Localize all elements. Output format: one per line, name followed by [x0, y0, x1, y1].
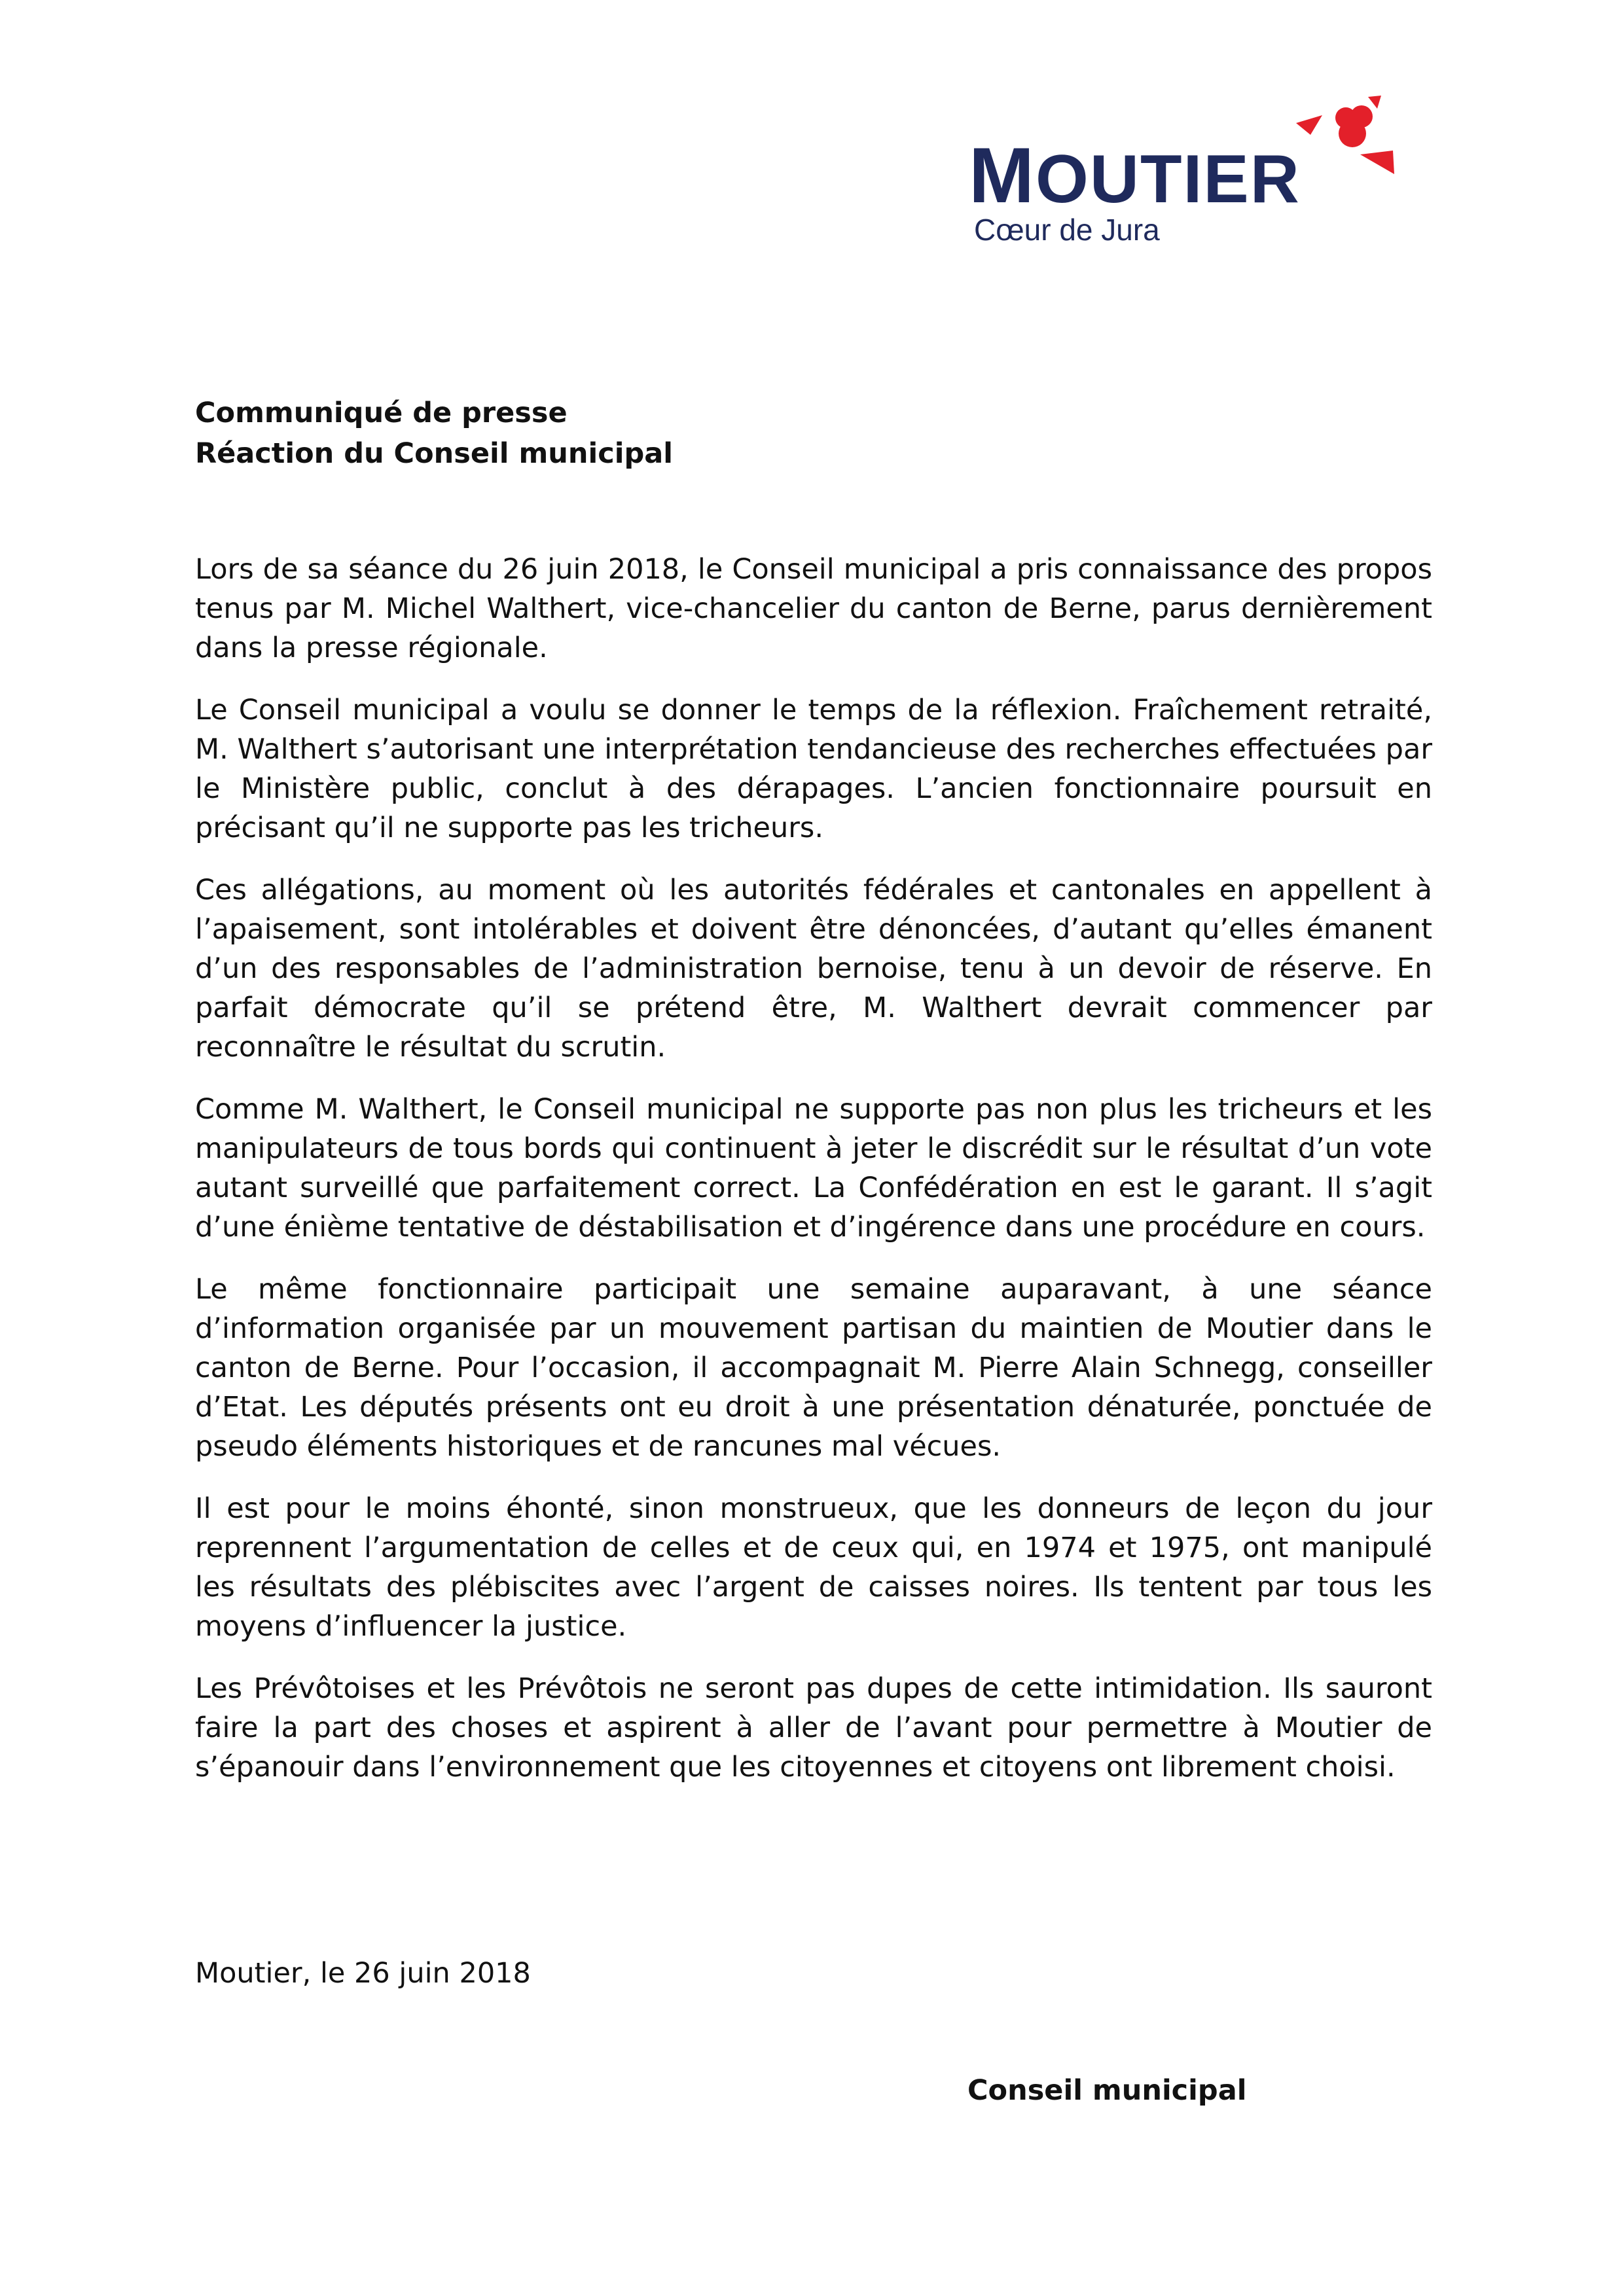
- body-paragraph: Ces allégations, au moment où les autorités fédérales et cantonales en appellent à l’apaisement, sont intolérables et doivent être dénoncées, d’autant qu’elles émanent d’un des responsables de l’administration bernoise, tenu à un devoir de réserve. En parfait démocrate qu’il se prétend être, M. Walthert devrait commencer par reconnaître le résultat du scrutin.: [195, 874, 1432, 1064]
- body-paragraph: Comme M. Walthert, le Conseil municipal ne supporte pas non plus les tricheurs et les manipulateurs de tous bords qui continuent à jeter le discrédit sur le résultat d’un vote autant surveillé que parfaitement correct. La Confédération en est le garant. Il s’agit d’une énième tentative de déstabilisation et d’ingérence dans une procédure en cours.: [195, 1093, 1432, 1244]
- heading-title: Communiqué de presse: [195, 397, 568, 429]
- body-paragraph: Le même fonctionnaire participait une semaine auparavant, à une séance d’information organisée par un mouvement partisan du maintien de Moutier dans le canton de Berne. Pour l’occasion, il accompagnait M. Pierre Alain Schnegg, conseiller d’Etat. Les députés présents ont eu droit à une présentation dénaturée, ponctuée de pseudo éléments historiques et de rancunes mal vécues.: [195, 1273, 1432, 1463]
- heading-subtitle: Réaction du Conseil municipal: [195, 437, 674, 470]
- press-release-body: [195, 550, 1432, 1810]
- body-paragraph: Le Conseil municipal a voulu se donner le temps de la réflexion. Fraîchement retraité, M. Walthert s’autorisant une interprétation tendancieuse des recherches effectuées par le Ministère public, conclut à des dérapages. L’ancien fonctionnaire poursuit en précisant qu’il ne supporte pas les tricheurs.: [195, 694, 1432, 844]
- logo-emblem-right-triangle-icon: [1360, 151, 1394, 174]
- date-line: Moutier, le 26 juin 2018: [195, 1957, 531, 1990]
- body-paragraph: Les Prévôtoises et les Prévôtois ne seront pas dupes de cette intimidation. Ils sauront faire la part des choses et aspirent à aller de l’avant pour permettre à Moutier de s’épanouir dans l’environnement que les citoyennes et citoyens ont librement choisi.: [195, 1672, 1432, 1784]
- logo-emblem-top-triangle-icon: [1368, 96, 1381, 109]
- logo-emblem-left-triangle-icon: [1296, 115, 1322, 135]
- logo-tagline: Cœur de Jura: [974, 213, 1160, 247]
- logo-emblem-icon: [1296, 92, 1453, 196]
- body-paragraph: Lors de sa séance du 26 juin 2018, le Conseil municipal a pris connaissance des propos tenus par M. Michel Walthert, vice-chancelier du canton de Berne, parus dernièrement dans la presse régionale.: [195, 553, 1432, 664]
- logo-emblem-circle-icon: [1339, 120, 1366, 147]
- press-release-heading: [195, 393, 673, 474]
- moutier-logo: [969, 92, 1466, 262]
- logo-wordmark-initial: M: [969, 132, 1036, 219]
- body-paragraph: Il est pour le moins éhonté, sinon monstrueux, que les donneurs de leçon du jour reprennent l’argumentation de celles et de ceux qui, en 1974 et 1975, ont manipulé les résultats des plébiscites avec l’argent de caisses noires. Ils tentent par tous les moyens d’influencer la justice.: [195, 1492, 1432, 1643]
- logo-wordmark: [969, 132, 1301, 219]
- logo-wordmark-rest: OUTIER: [1035, 141, 1301, 217]
- signature: Conseil municipal: [967, 2074, 1247, 2107]
